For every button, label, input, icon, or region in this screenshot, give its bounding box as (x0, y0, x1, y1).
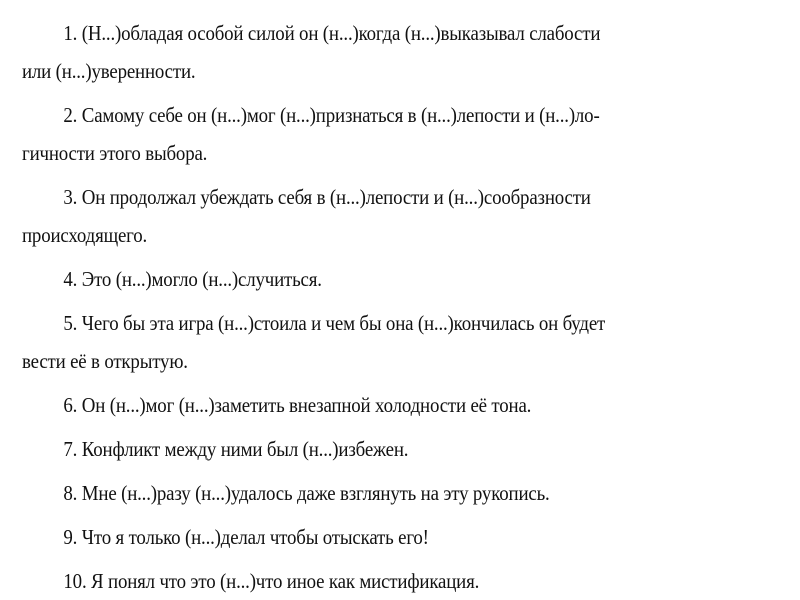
exercise-text: Мне (н...)разу (н...)удалось даже взглянуть на эту рукопись. (81, 481, 550, 505)
exercise-number: 5. (63, 311, 78, 335)
exercise-item-6 (22, 386, 778, 424)
exercise-line (22, 134, 778, 172)
exercise-text: или (н...)уверенности. (22, 59, 196, 83)
exercise-number: 7. (63, 437, 78, 461)
exercise-number: 3. (63, 185, 78, 209)
exercise-item-4 (22, 260, 778, 298)
exercise-text: вести её в открытую. (22, 349, 188, 373)
exercise-text: Это (н...)могло (н...)случиться. (81, 267, 322, 291)
exercise-item-1 (22, 14, 778, 90)
exercise-line (22, 562, 778, 600)
exercise-text: Он (н...)мог (н...)заметить внезапной холодности её тона. (81, 393, 532, 417)
exercise-text: Конфликт между ними был (н...)избежен. (81, 437, 409, 461)
exercise-number: 9. (63, 525, 78, 549)
exercise-number: 4. (63, 267, 78, 291)
exercise-text: Что я только (н...)делал чтобы отыскать его! (81, 525, 429, 549)
exercise-line (22, 342, 778, 380)
exercise-number: 1. (63, 21, 78, 45)
exercise-text: происходящего. (22, 223, 148, 247)
exercise-item-8 (22, 474, 778, 512)
exercise-line (22, 474, 778, 512)
exercise-line (22, 430, 778, 468)
exercise-list (22, 14, 780, 600)
exercise-number: 8. (63, 481, 78, 505)
exercise-text: (Н...)обладая особой силой он (н...)когда (н...)выказывал слабости (81, 21, 601, 45)
exercise-text: Я понял что это (н...)что иное как мистификация. (91, 569, 480, 593)
exercise-item-7 (22, 430, 778, 468)
exercise-line (22, 260, 778, 298)
exercise-text: Самому себе он (н...)мог (н...)признаться в (н...)лепости и (н...)ло- (81, 103, 600, 127)
exercise-line (22, 386, 778, 424)
exercise-text: Чего бы эта игра (н...)стоила и чем бы она (н...)кончилась он будет (81, 311, 606, 335)
exercise-line (22, 52, 778, 90)
exercise-text: гичности этого выбора. (22, 141, 208, 165)
exercise-line (22, 178, 778, 216)
exercise-line (22, 518, 778, 556)
exercise-item-3 (22, 178, 778, 254)
exercise-item-2 (22, 96, 778, 172)
exercise-item-10 (22, 562, 778, 600)
exercise-item-9 (22, 518, 778, 556)
exercise-number: 10. (63, 569, 87, 593)
exercise-item-5 (22, 304, 778, 380)
exercise-line (22, 96, 778, 134)
exercise-number: 6. (63, 393, 78, 417)
exercise-text: Он продолжал убеждать себя в (н...)лепости и (н...)сообразности (81, 185, 591, 209)
exercise-line (22, 14, 778, 52)
exercise-line (22, 216, 778, 254)
exercise-number: 2. (63, 103, 78, 127)
exercise-line (22, 304, 778, 342)
